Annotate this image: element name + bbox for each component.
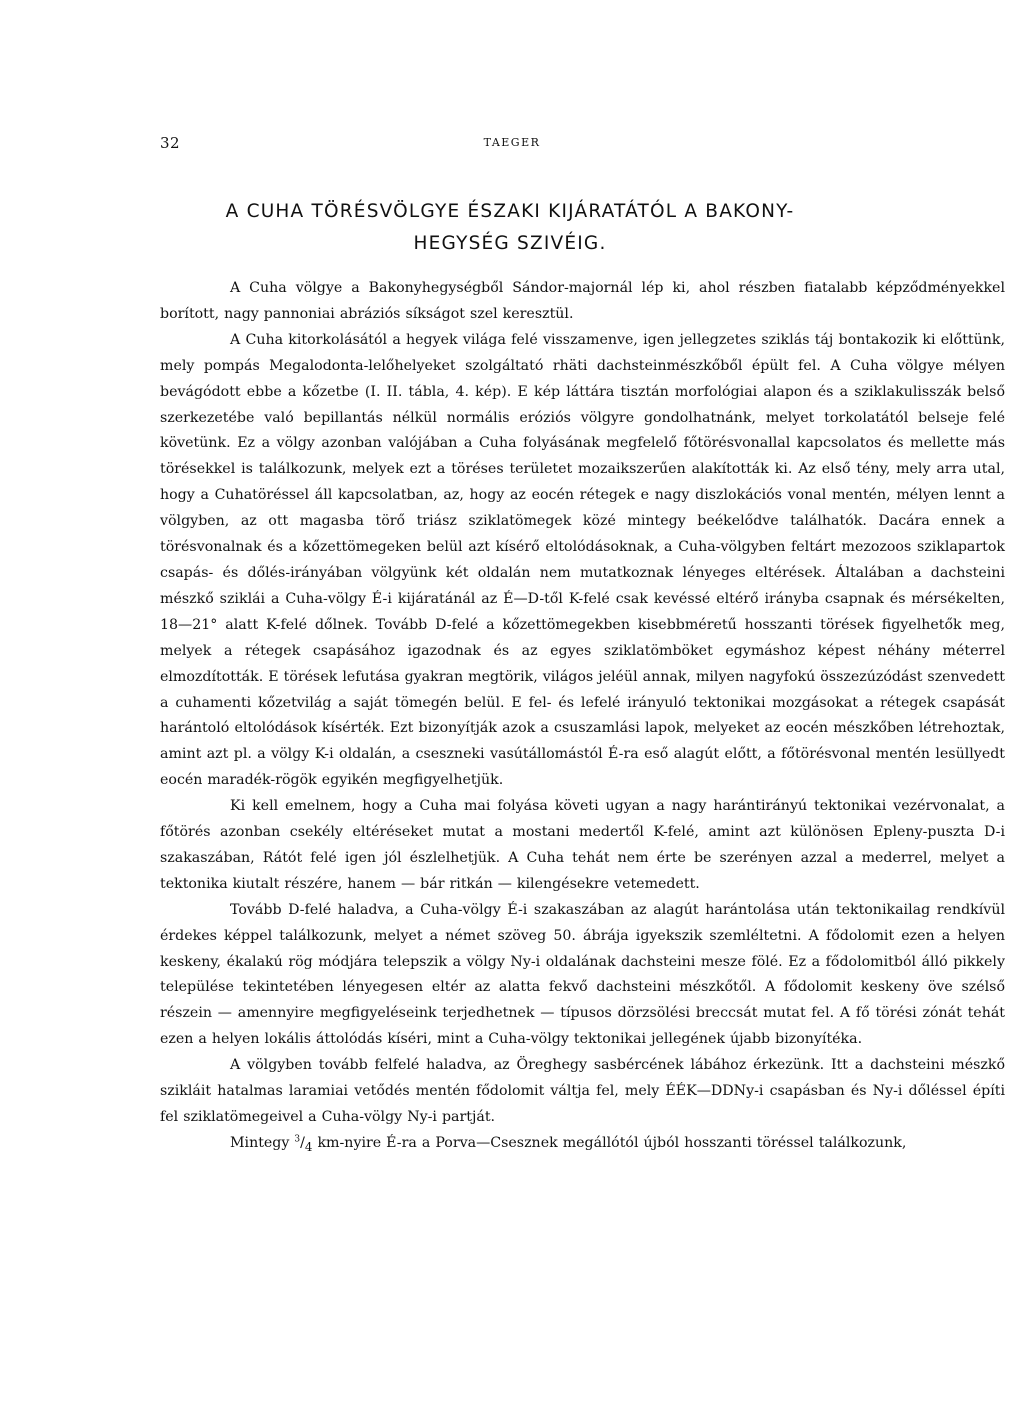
paragraph-3: Ki kell emelnem, hogy a Cuha mai folyása követi ugyan a nagy harántirányú tektonikai vezérvonalat, a főtörés azonban csekély eltéréseket mutat a mostani medertől K-felé, amint azt különösen Epleny-puszta D-i szakaszában, Rátót felé igen jól észlelhetjük. A Cuha tehát nem érte be szerényen azzal a mederrel, melyet a tektonika kiutalt részére, hanem — bár ritkán — kilengésekre vetemedett. <box>160 798 1005 892</box>
paragraph-4: Tovább D-felé haladva, a Cuha-völgy É-i szakaszában az alagút harántolása után tektonikailag rendkívül érdekes képpel találkozunk, melyet a német szöveg 50. ábrája igyekszik szemléltetni. A fődolomit ezen a helyen keskeny, ékalakú rög módjára telepszik a völgy Ny-i oldalának dachsteini mesze fölé. Ez a fődolomitból álló pikkely települése tekintetében lényegesen eltér az alatta fekvő dachsteini mészkőtől. A fődolomit keskeny öve szélső részein — amennyire megfigyeléseink terjedhetnek — típusos dörzsölési breccsát mutat fel. A fő törési zónát tehát ezen a helyen lokális áttolódás kíséri, mint a Cuha-völgy tektonikai jellegének újabb bizonyítéka. <box>160 901 1005 1048</box>
page-number: 32 <box>160 134 181 152</box>
paragraph-2: A Cuha kitorkolásától a hegyek világa felé visszamenve, igen jellegzetes sziklás táj bontakozik ki előttünk, mely pompás Megalodonta-lelőhelyeket szolgáltató rhäti dachsteinmészkőből épült fel. A Cuha völgye mélyen bevágódott ebbe a kőzetbe (I. II. tábla, 4. kép). E kép láttára tisztán morfológiai alapon és a sziklakulisszák belső szerkezetébe való bepillantás nélkül normális eróziós völgyre gondolhatnánk, melyet torkolatától belseje felé követünk. Ez a völgy azonban valójában a Cuha folyásának megfelelő főtörésvonallal kapcsolatos és mellette más törésekkel is találkozunk, melyek ezt a töréses területet mozaikszerűen alakították ki. Az első tény, mely arra utal, hogy a Cuhatöréssel áll kapcsolatban, az, hogy az eocén rétegek e nagy diszlokációs vonal mentén, mélyen lennt a völgyben, az ott magasba törő triász sziklatömegek közé mintegy beékelődve találhatók. Dacára ennek a törésvonalnak és a kőzettömegeken belül azt kísérő eltolódásoknak, a Cuha-völgyben feltárt mezozoos sziklapartok csapás- és dőlés-irányában völgyünk két oldalán nem mutatkoznak lényeges eltérések. Általában a dachsteini mészkő sziklái a Cuha-völgy É-i kijáratánál az É—D-től K-felé csak kevéssé eltérő irányba csapnak és mérsékelten, 18—21° alatt K-felé dőlnek. Tovább D-felé a kőzettömegekben kisebbméretű hosszanti törések figyelhetők meg, melyek a rétegek csapásához igazodnak és az egyes sziklatömböket egymáshoz képest néhány méterrel elmozdították. E törések lefutása gyakran megtörik, világos jeléül annak, milyen nagyfokú összezúzódást szenvedett a cuhamenti kőzetvilág a saját tömegén belül. E fel- és lefelé irányuló tektonikai mozgásokat a rétegek csapását harántoló eltolódások kísérték. Ezt bizonyítják azok a csuszamlási lapok, melyeket az eocén mészkőben létrehoztak, amint azt pl. a völgy K-i oldalán, a csesznekі vasútállomástól É-ra eső alagút előtt, a főtörésvonal mentén lesüllyedt eocén maradék-rögök egyikén megfigyelhetjük. <box>160 331 1005 789</box>
body-text <box>160 276 1005 1161</box>
paragraph-6 <box>160 1131 1005 1161</box>
fraction-denominator: 4 <box>304 1139 313 1154</box>
running-head: TAEGER <box>483 136 541 149</box>
paragraph-6-start: Mintegy <box>230 1134 295 1151</box>
fraction-slash: / <box>300 1134 305 1151</box>
paragraph-1: A Cuha völgye a Bakonyhegységből Sándor-majornál lép ki, ahol részben fiatalabb képződményekkel borított, nagy pannoniai abráziós síkságot szel keresztül. <box>160 280 1005 322</box>
section-title: A CUHA TÖRÉSVÖLGYE ÉSZAKI KIJÁRATÁTÓL A BAKONY-HEGYSÉG SZIVÉIG. <box>225 201 795 254</box>
paragraph-6-end: km-nyire É-ra a Porva—Csesznek megállótól újból hosszanti töréssel találkozunk, <box>312 1134 907 1151</box>
paragraph-5: A völgyben tovább felfelé haladva, az Öreghegy sasbércének lábához érkezünk. Itt a dachsteini mészkő szikláit hatalmas laramiai vetődés mentén fődolomit váltja fel, mely ÉÉK—DDNy-i csapásban és Ny-i dőléssel építi fel sziklatömegeivel a Cuha-völgy Ny-i partját. <box>160 1057 1005 1125</box>
fraction-numerator: 3 <box>294 1134 301 1145</box>
